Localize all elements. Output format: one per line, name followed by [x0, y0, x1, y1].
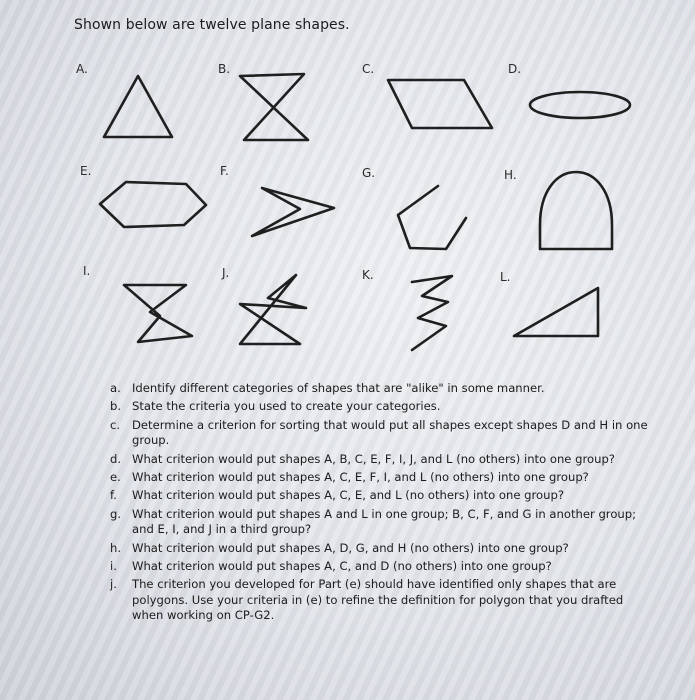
question-text: What criterion would put shapes A, D, G, and H (no others) into one group?: [132, 540, 569, 555]
shape-l-right-triangle: [514, 288, 598, 336]
question-item: [110, 452, 655, 467]
shape-label-d: D.: [508, 62, 522, 76]
shape-g-open-pentagon: [398, 186, 466, 249]
shape-d-ellipse: [530, 92, 630, 118]
question-list: [110, 381, 655, 627]
question-text: What criterion would put shapes A, B, C, E, F, I, J, and L (no others) into one group?: [132, 451, 615, 466]
shape-h-arch: [540, 172, 612, 249]
shape-label-b: B.: [218, 62, 231, 76]
question-letter: c.: [110, 417, 121, 432]
question-item: [110, 488, 655, 503]
shape-e-hexagon: [100, 182, 206, 227]
question-text: What criterion would put shapes A and L in one group; B, C, F, and G in another group; and E, I, and J in a third group?: [132, 506, 637, 537]
question-letter: i.: [110, 559, 117, 574]
question-item: [110, 470, 655, 485]
question-letter: f.: [110, 488, 117, 503]
question-letter: h.: [110, 540, 122, 555]
shape-label-e: E.: [80, 164, 92, 178]
question-item: [110, 418, 655, 449]
question-text: Determine a criterion for sorting that would put all shapes except shapes D and H in one group.: [132, 417, 648, 448]
question-text: What criterion would put shapes A, C, E, and L (no others) into one group?: [132, 488, 565, 503]
question-text: What criterion would put shapes A, C, E, F, I, and L (no others) into one group?: [132, 470, 589, 485]
shape-label-i: I.: [83, 264, 91, 278]
question-text: Identify different categories of shapes that are "alike" in some manner.: [132, 381, 545, 395]
shape-k-zigzag: [412, 276, 452, 350]
question-item: [110, 399, 655, 414]
question-item: [110, 541, 655, 556]
question-text: What criterion would put shapes A, C, and D (no others) into one group?: [132, 559, 552, 574]
question-item: [110, 577, 655, 623]
question-text: State the criteria you used to create your categories.: [132, 399, 441, 414]
shape-label-g: G.: [362, 166, 376, 180]
question-item: [110, 381, 655, 396]
question-item: [110, 559, 655, 574]
question-item: [110, 507, 655, 538]
shape-c-parallelogram: [388, 80, 492, 128]
shape-label-l: L.: [500, 270, 511, 284]
shape-a-triangle: [104, 76, 172, 137]
question-letter: g.: [110, 506, 122, 521]
question-letter: j.: [110, 577, 117, 592]
question-text: The criterion you developed for Part (e) should have identified only shapes that are polygons. Use your criteria in (e) to refine the definition for polygon that you drafted when working on CP-G2.: [132, 577, 624, 623]
question-letter: a.: [110, 381, 121, 395]
question-letter: b.: [110, 399, 122, 414]
shape-label-j: J.: [222, 266, 230, 280]
shape-label-a: A.: [76, 62, 88, 76]
question-letter: e.: [110, 470, 121, 485]
question-letter: d.: [110, 451, 122, 466]
shape-b-crossed-triangles: [240, 74, 308, 140]
shape-label-k: K.: [362, 268, 374, 282]
shape-label-c: C.: [362, 62, 375, 76]
page-title: Shown below are twelve plane shapes.: [74, 17, 350, 33]
shape-i-crossed: [124, 285, 192, 342]
shape-f-arrowhead: [252, 188, 334, 236]
shape-j-self-intersecting: [240, 275, 306, 344]
shape-label-h: H.: [504, 168, 517, 182]
shape-label-f: F.: [220, 164, 229, 178]
